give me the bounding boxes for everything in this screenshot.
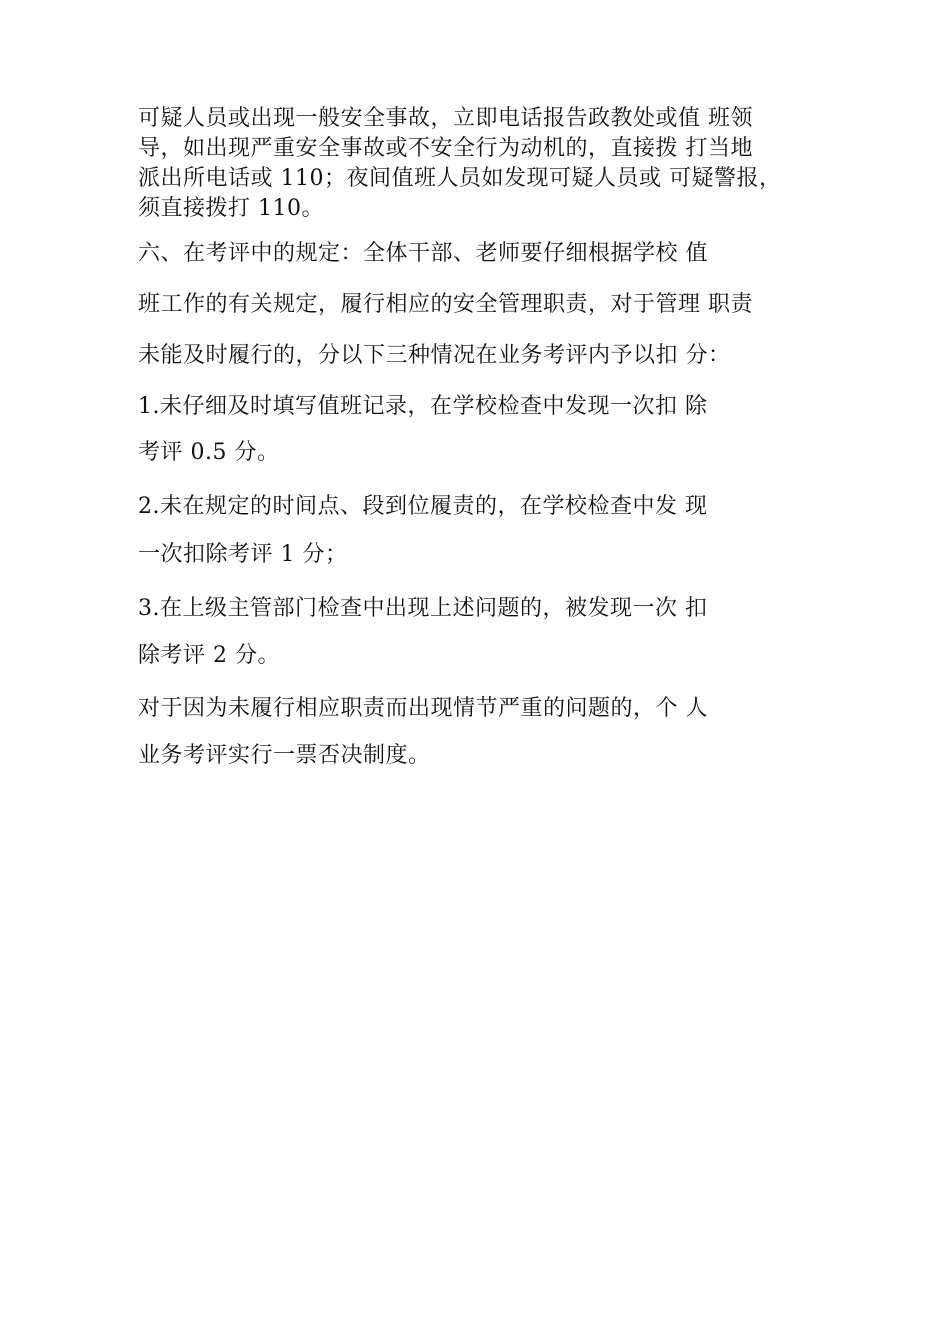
- text-line-2: 导，如出现严重安全事故或不安全行为动机的，直接拨 打当地: [138, 136, 753, 161]
- text-line-3: 派出所电话或 110；夜间值班人员如发现可疑人员或 可疑警报，: [138, 166, 782, 191]
- text-line-4: 须直接拨打 110。: [138, 196, 324, 221]
- text-line-11: 一次扣除考评 1 分；: [138, 542, 348, 567]
- rule-item-1: 1.未仔细及时填写值班记录，在学校检查中发现一次扣 除: [138, 394, 708, 419]
- text-line-6: 班工作的有关规定，履行相应的安全管理职责，对于管理 职责: [138, 292, 753, 317]
- closing-paragraph: 对于因为未履行相应职责而出现情节严重的问题的，个 人: [138, 696, 708, 721]
- text-line-9: 考评 0.5 分。: [138, 440, 280, 465]
- text-line-7: 未能及时履行的，分以下三种情况在业务考评内予以扣 分：: [138, 343, 731, 368]
- rule-item-2: 2.未在规定的时间点、段到位履责的，在学校检查中发 现: [138, 494, 708, 519]
- rule-item-3: 3.在上级主管部门检查中出现上述问题的，被发现一次 扣: [138, 596, 708, 621]
- text-line-1: 可疑人员或出现一般安全事故，立即电话报告政教处或值 班领: [138, 106, 753, 131]
- text-line-13: 除考评 2 分。: [138, 643, 280, 668]
- section-six-heading-line: 六、在考评中的规定：全体干部、老师要仔细根据学校 值: [138, 241, 708, 266]
- text-line-15: 业务考评实行一票否决制度。: [138, 743, 431, 768]
